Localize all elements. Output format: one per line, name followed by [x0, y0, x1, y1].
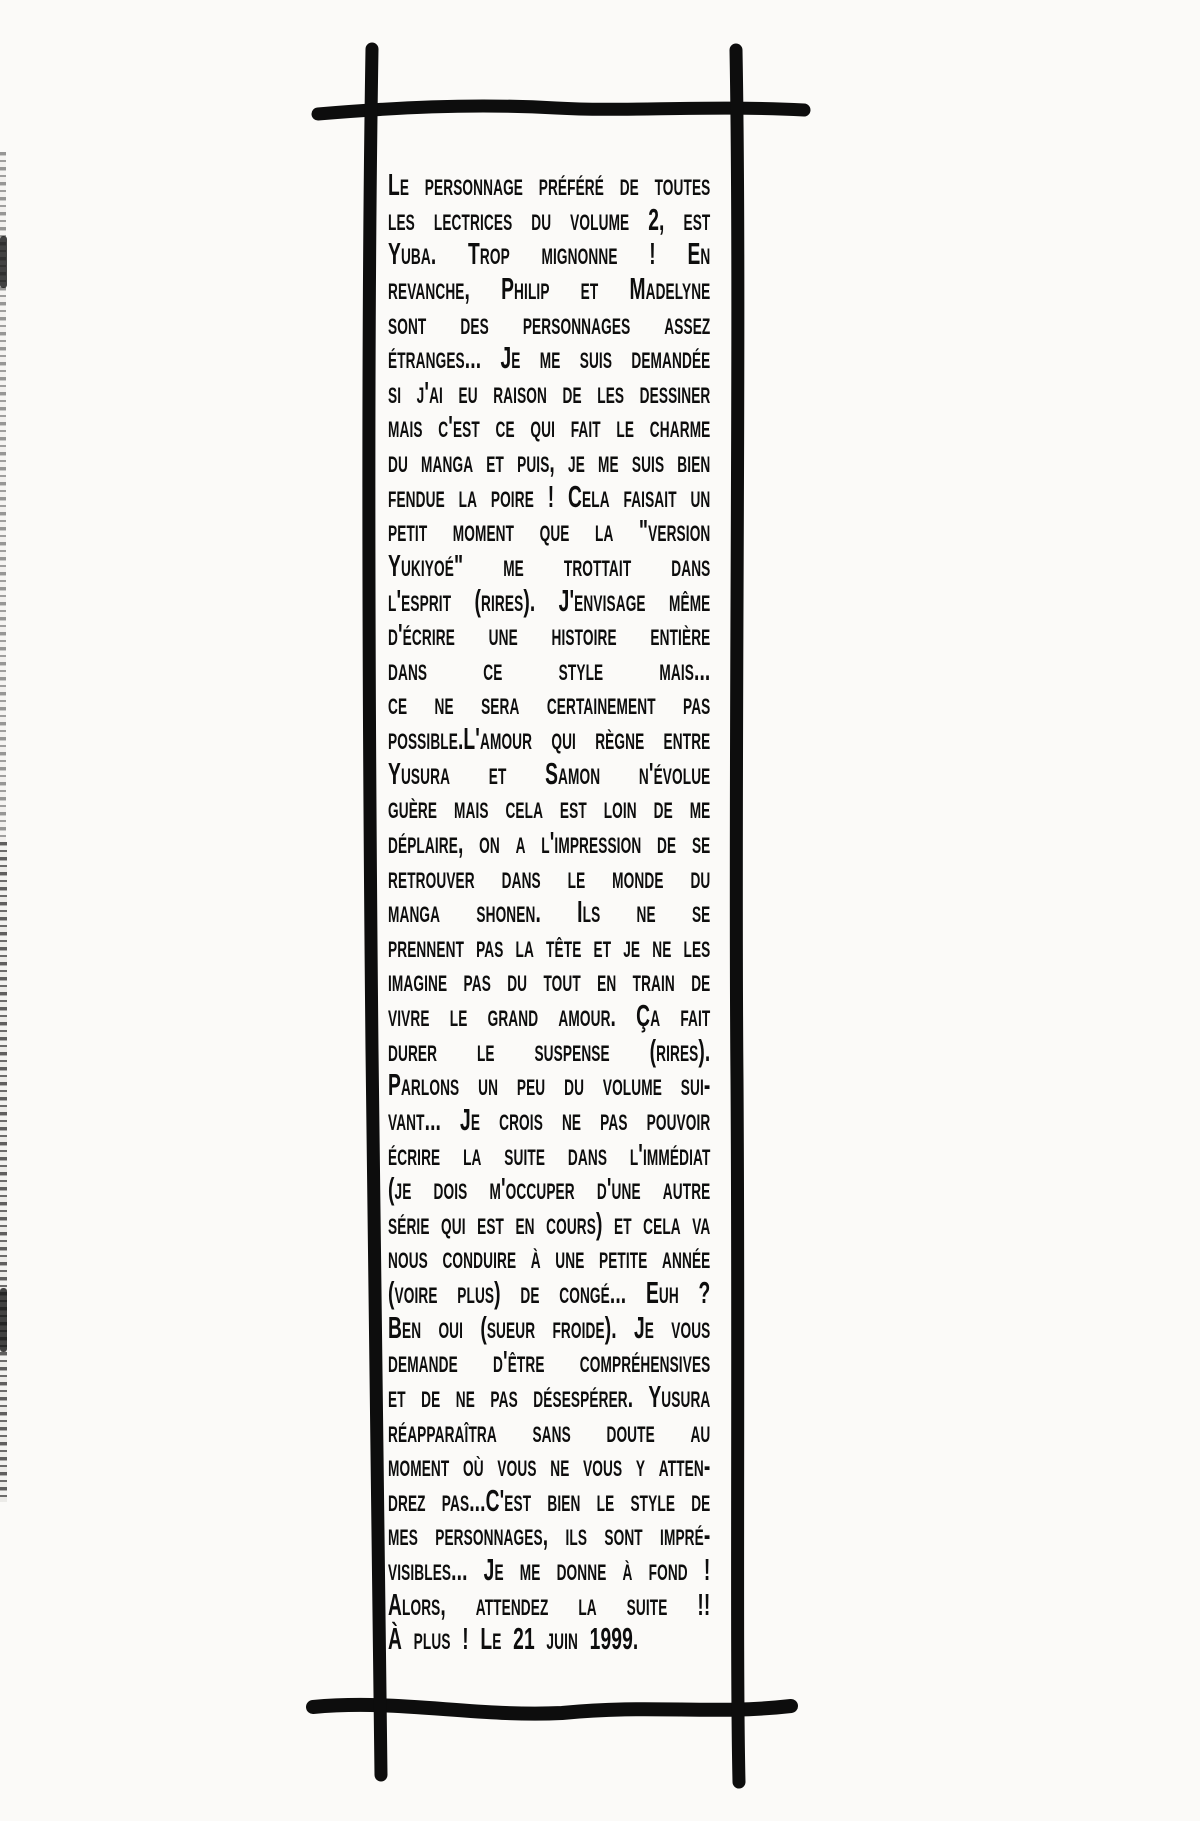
scan-edge-artifact: [0, 842, 7, 1502]
frame-left-line: [369, 49, 381, 1775]
text-line: Alors, attendez la suite !!: [388, 1586, 711, 1622]
text-line: vant... Je crois ne pas pouvoir: [388, 1101, 711, 1137]
text-line: sont des personnages assez: [388, 305, 711, 341]
text-line: À plus ! Le 21 juin 1999.: [388, 1621, 639, 1657]
text-line: demande d'être compréhensives: [388, 1344, 711, 1380]
text-line: étranges... Je me suis demandée: [388, 340, 711, 376]
text-line: déplaire, on a l'impression de se: [388, 824, 711, 860]
text-line: l'esprit (rires). J'envisage même: [388, 582, 711, 618]
text-line: guère mais cela est loin de me: [388, 790, 711, 826]
afterword-text-column: [388, 168, 710, 1657]
text-line: Ben oui (sueur froide). Je vous: [388, 1309, 711, 1345]
text-line: Yusura et Samon n'évolue: [388, 755, 711, 791]
text-line: durer le suspense (rires).: [388, 1032, 711, 1068]
text-line: possible.L'amour qui règne entre: [388, 721, 711, 756]
text-line: drez pas...C'est bien le style de: [388, 1482, 711, 1518]
text-line: si j'ai eu raison de les dessiner: [388, 374, 711, 410]
text-line: petit moment que la "version: [388, 513, 711, 549]
scan-edge-blob: [0, 1288, 7, 1352]
text-line: visibles... Je me donne à fond !: [388, 1552, 711, 1587]
text-line: écrire la suite dans l'immédiat: [388, 1136, 711, 1172]
text-line: d'écrire une histoire entière: [388, 617, 711, 653]
text-line: (voire plus) de congé... Euh ?: [388, 1275, 711, 1310]
text-line: revanche, Philip et Madelyne: [388, 270, 711, 306]
text-line: nous conduire à une petite année: [388, 1240, 711, 1276]
text-line: vivre le grand amour. Ça fait: [388, 998, 711, 1033]
text-line: manga shonen. Ils ne se: [388, 894, 711, 930]
text-line: fendue la poire ! Cela faisait un: [388, 478, 711, 514]
text-line: mes personnages, ils sont impré-: [388, 1517, 711, 1553]
text-line: Parlons un peu du volume sui-: [388, 1067, 711, 1103]
text-line: du manga et puis, je me suis bien: [388, 444, 711, 479]
text-line: Yukiyoé" me trottait dans: [388, 547, 711, 583]
text-line: série qui est en cours) et cela va: [388, 1205, 711, 1241]
text-line: réapparaîtra sans doute au: [388, 1413, 711, 1449]
text-line: les lectrices du volume 2, est: [388, 201, 711, 237]
text-line: Yuba. Trop mignonne ! En: [388, 236, 711, 272]
frame-right-line: [736, 50, 739, 1782]
text-line: mais c'est ce qui fait le charme: [388, 409, 711, 445]
scan-edge-blob: [0, 236, 7, 288]
text-line: dans ce style mais...: [388, 651, 711, 687]
text-line: prennent pas la tête et je ne les: [388, 928, 711, 964]
text-line: retrouver dans le monde du: [388, 859, 711, 895]
text-line: imagine pas du tout en train de: [388, 963, 711, 999]
text-line: ce ne sera certainement pas: [388, 686, 711, 722]
text-line: moment où vous ne vous y atten-: [388, 1448, 711, 1484]
text-line: Le personnage préféré de toutes: [388, 167, 711, 202]
text-line: et de ne pas désespérer. Yusura: [388, 1378, 711, 1414]
text-line: (je dois m'occuper d'une autre: [388, 1171, 711, 1207]
